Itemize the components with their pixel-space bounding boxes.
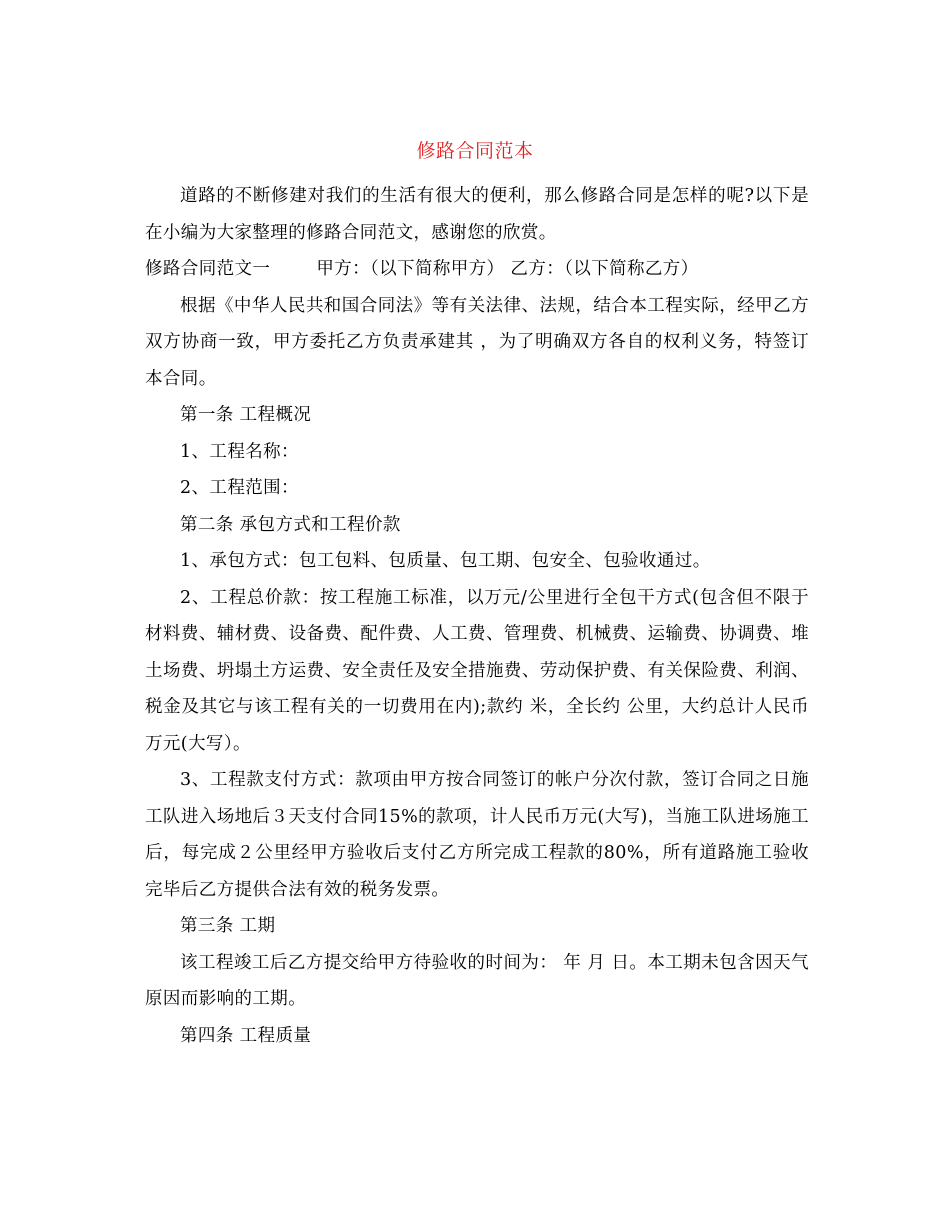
- article-heading-2: 第二条 承包方式和工程价款: [180, 514, 401, 535]
- article-heading-1: 第一条 工程概况: [180, 405, 312, 425]
- article-2-item-2: 2、工程总价款：按工程施工标准，以万元/公里进行全包干方式(包含但不限于材料费、辅材费、设备费、配件费、人工费、管理费、机械费、运输费、协调费、堆土场费、坍塌土方运费、安全责任及安全措施费、劳动保护费、有关保险费、利润、税金及其它与该工程有关的一切费用在内);款约 米，全长约 公里，大约总计人民币 万元(大写）。: [145, 587, 809, 754]
- parties-line: 甲方：（以下简称甲方） 乙方：（以下简称乙方）: [316, 259, 699, 279]
- article-1-item-1: 1、工程名称：: [180, 441, 299, 462]
- paragraph-heading: [145, 251, 809, 288]
- article-heading-3: 第三条 工期: [180, 916, 276, 936]
- article-heading-4: 第四条 工程质量: [180, 1025, 312, 1046]
- paragraph-basis: 根据《中华人民共和国合同法》等有关法律、法规，结合本工程实际，经甲乙方双方协商一致，甲方委托乙方负责承建其 ，为了明确双方各自的权利义务，特签订本合同。: [145, 295, 809, 389]
- article-2-item-3: 3、工程款支付方式：款项由甲方按合同签订的帐户分次付款，签订合同之日施工队进入场地后３天支付合同15%的款项，计人民币万元(大写)，当施工队进场施工后，每完成２公里经甲方验收后支付乙方所完成工程款的80%，所有道路施工验收完毕后乙方提供合法有效的税务发票。: [145, 770, 809, 900]
- paragraph-intro: 道路的不断修建对我们的生活有很大的便利，那么修路合同是怎样的呢?以下是在小编为大家整理的修路合同范文，感谢您的欣赏。: [145, 186, 809, 243]
- article-1-item-2: 2、工程范围：: [180, 478, 299, 498]
- article-3-body: 该工程竣工后乙方提交给甲方待验收的时间为： 年 月 日。本工期未包含因天气原因而影响的工期。: [145, 952, 809, 1009]
- document-title: 修路合同范本: [416, 140, 534, 162]
- article-2-item-1: 1、承包方式：包工包料、包质量、包工期、包安全、包验收通过。: [180, 551, 711, 571]
- contract-heading: 修路合同范文一: [145, 259, 271, 279]
- document-body: [145, 178, 809, 1054]
